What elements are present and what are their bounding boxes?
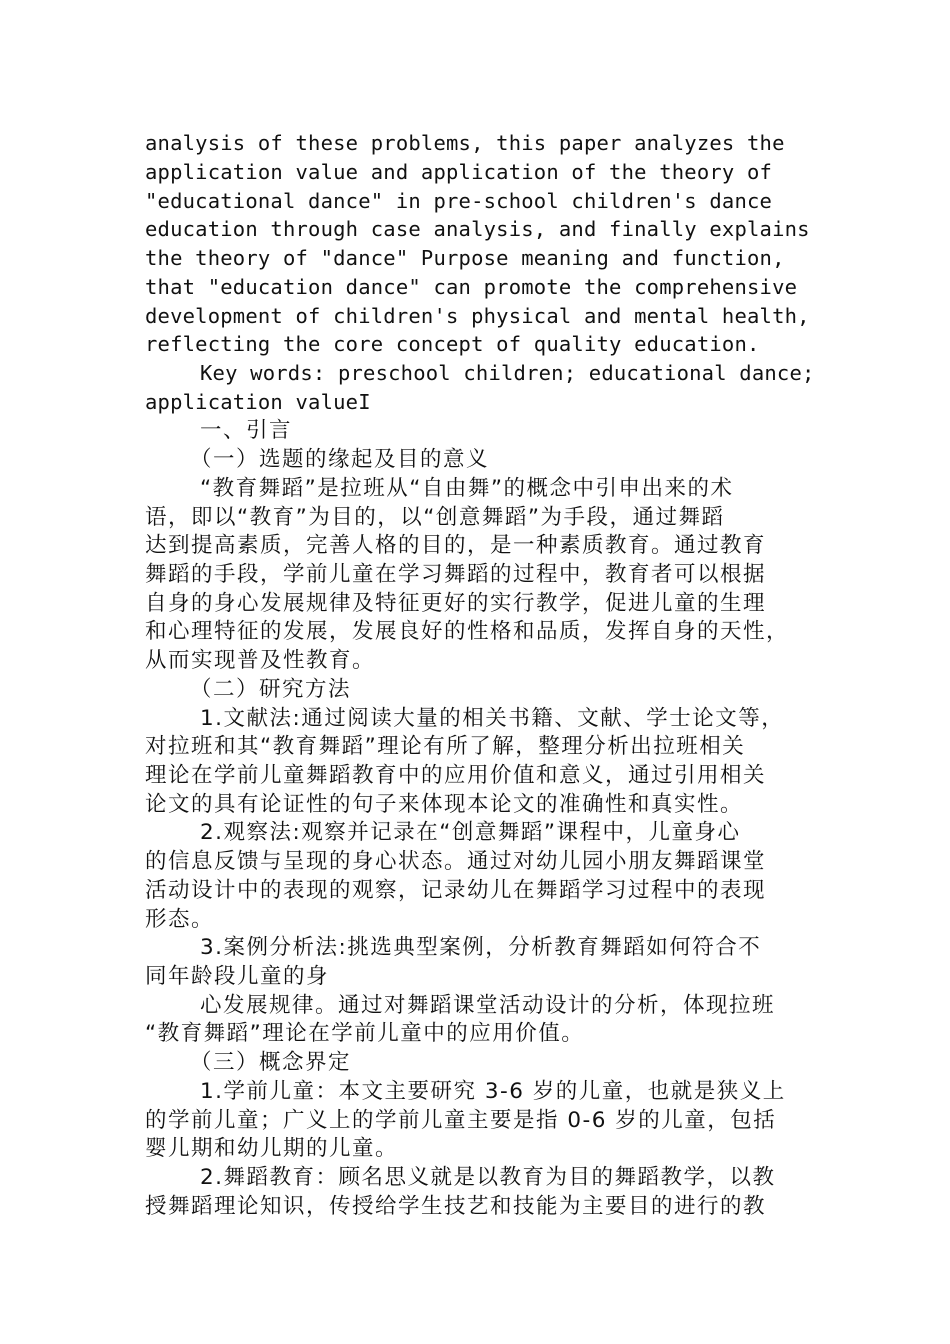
paragraph-line: 形态。 xyxy=(145,907,215,932)
paragraph-line: 语，即以“教育”为目的，以“创意舞蹈”为手段，通过舞蹈 xyxy=(145,505,725,530)
keywords-line: application valueI xyxy=(145,390,371,414)
paragraph-line: 的信息反馈与呈现的身心状态。通过对幼儿园小朋友舞蹈课堂 xyxy=(145,849,767,874)
paragraph-line: 理论在学前儿童舞蹈教育中的应用价值和意义，通过引用相关 xyxy=(145,763,767,788)
paragraph-line: 婴儿期和幼儿期的儿童。 xyxy=(145,1136,399,1161)
paragraph-line: 达到提高素质，完善人格的目的，是一种素质教育。通过教育 xyxy=(145,533,767,558)
section-title: 一、引言 xyxy=(200,418,293,443)
paragraph-line: 3.案例分析法:挑选典型案例，分析教育舞蹈如何符合不 xyxy=(200,935,762,960)
keywords-line: Key words: preschool children; educational dance; xyxy=(200,361,815,385)
subsection-title: （三）概念界定 xyxy=(190,1050,352,1075)
paragraph-line: 授舞蹈理论知识，传授给学生技艺和技能为主要目的进行的教 xyxy=(145,1194,767,1219)
subsection-title: （二）研究方法 xyxy=(190,677,352,702)
abstract-line: the theory of "dance" Purpose meaning and function, xyxy=(145,246,785,270)
paragraph-line: 舞蹈的手段，学前儿童在学习舞蹈的过程中，教育者可以根据 xyxy=(145,562,767,587)
abstract-line: development of children's physical and mental health, xyxy=(145,304,810,328)
paragraph-line: 同年龄段儿童的身 xyxy=(145,964,330,989)
paragraph-line: 1.学前儿童：本文主要研究 3-6 岁的儿童，也就是狭义上 xyxy=(200,1079,786,1104)
abstract-line: analysis of these problems, this paper analyzes the xyxy=(145,131,785,155)
paragraph-line: 和心理特征的发展，发展良好的性格和品质，发挥自身的天性， xyxy=(145,619,790,644)
paragraph-line: 2.舞蹈教育：顾名思义就是以教育为目的舞蹈教学，以教 xyxy=(200,1165,776,1190)
paragraph-line: 自身的身心发展规律及特征更好的实行教学，促进儿童的生理 xyxy=(145,591,767,616)
abstract-line: that "education dance" can promote the comprehensive xyxy=(145,275,798,299)
paragraph-line: 从而实现普及性教育。 xyxy=(145,648,376,673)
paragraph-line: 心发展规律。通过对舞蹈课堂活动设计的分析，体现拉班 xyxy=(200,993,776,1018)
abstract-line: reflecting the core concept of quality education. xyxy=(145,332,760,356)
abstract-line: application value and application of the theory of xyxy=(145,160,773,184)
paragraph-line: “教育舞蹈”理论在学前儿童中的应用价值。 xyxy=(145,1021,585,1046)
paragraph-line: 活动设计中的表现的观察，记录幼儿在舞蹈学习过程中的表现 xyxy=(145,878,767,903)
subsection-title: （一）选题的缘起及目的意义 xyxy=(190,447,490,472)
paragraph-line: 对拉班和其“教育舞蹈”理论有所了解，整理分析出拉班相关 xyxy=(145,734,746,759)
paragraph-line: 1.文献法:通过阅读大量的相关书籍、文献、学士论文等， xyxy=(200,706,785,731)
paragraph-line: 论文的具有论证性的句子来体现本论文的准确性和真实性。 xyxy=(145,792,744,817)
abstract-line: "educational dance" in pre-school children's dance xyxy=(145,189,773,213)
paragraph-line: 的学前儿童；广义上的学前儿童主要是指 0-6 岁的儿童，包括 xyxy=(145,1108,777,1133)
paragraph-line: 2.观察法:观察并记录在“创意舞蹈”课程中，儿童身心 xyxy=(200,820,741,845)
abstract-line: education through case analysis, and finally explains xyxy=(145,217,810,241)
paragraph-line: “教育舞蹈”是拉班从“自由舞”的概念中引申出来的术 xyxy=(200,476,734,501)
